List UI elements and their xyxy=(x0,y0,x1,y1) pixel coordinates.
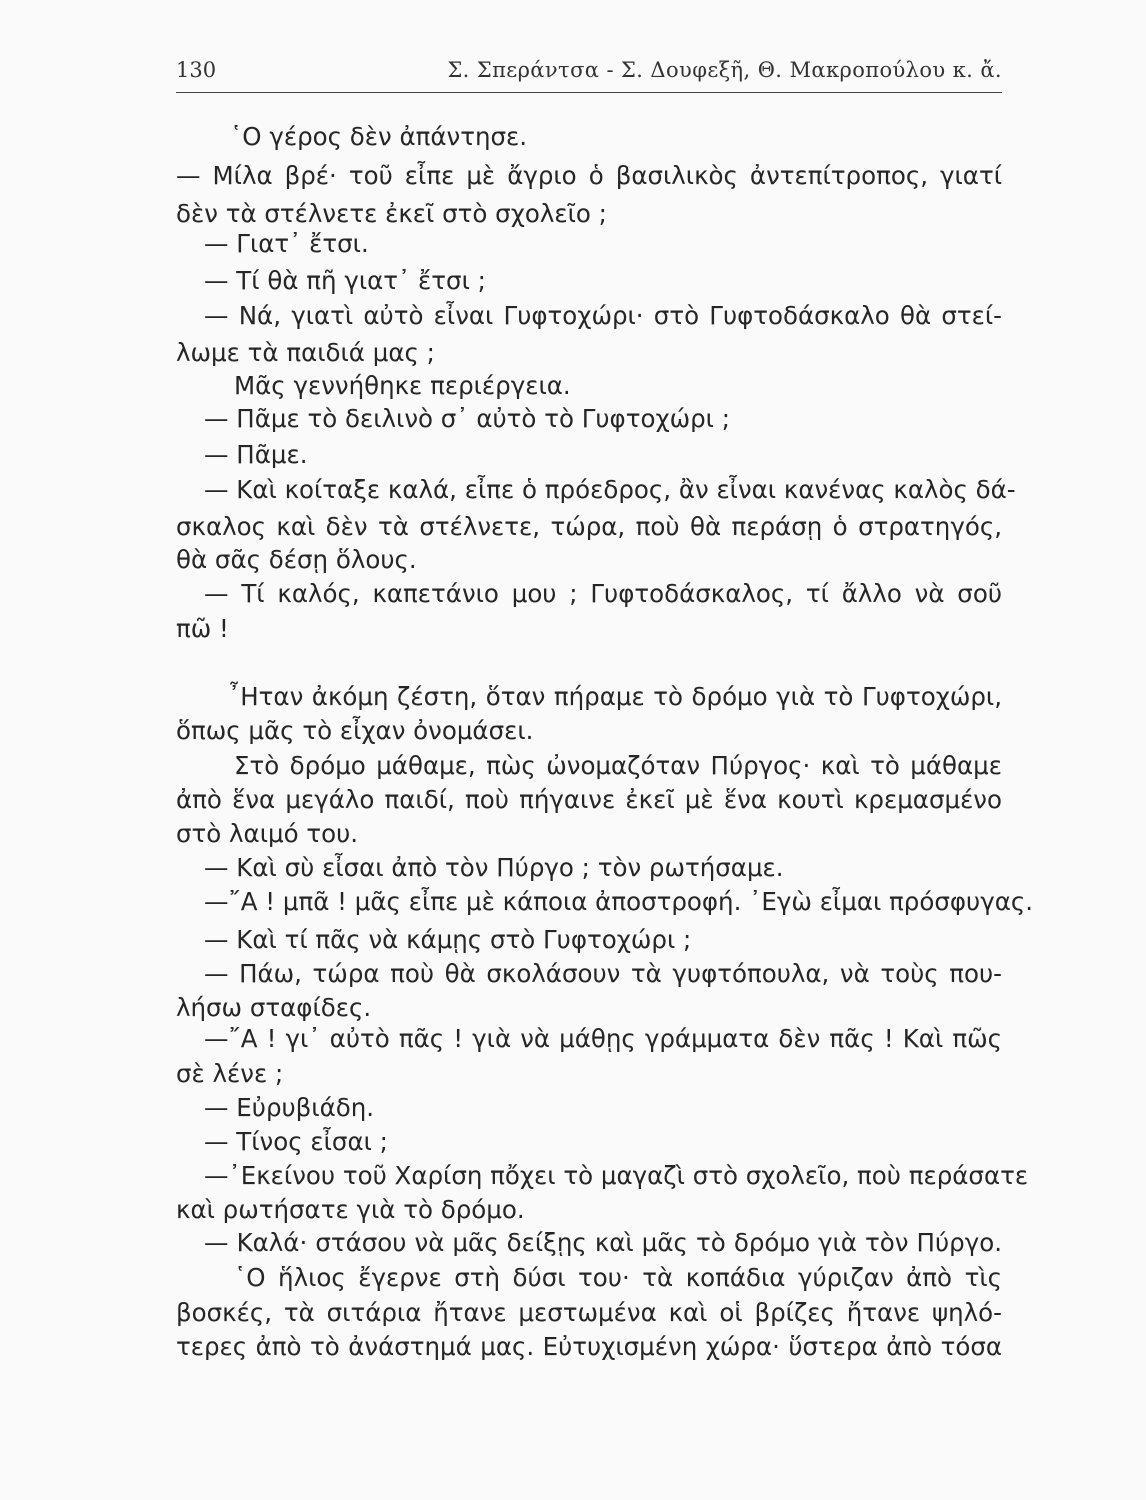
text-line: σκαλος καὶ δὲν τὰ στέλνετε, τώρα, ποὺ θὰ περάσῃ ὁ στρατηγός, xyxy=(176,512,1002,541)
text-line: καὶ ρωτήσατε γιὰ τὸ δρόμο. xyxy=(176,1195,525,1224)
text-line: — Καὶ κοίταξε καλά, εἶπε ὁ πρόεδρος, ἂν εἶναι κανένας καλὸς δά- xyxy=(204,475,1016,504)
text-line: — Καὶ σὺ εἶσαι ἀπὸ τὸν Πύργο ; τὸν ρωτήσαμε. xyxy=(204,853,784,882)
text-line: ῾Ο ἥλιος ἔγερνε στὴ δύσι του· τὰ κοπάδια γύριζαν ἀπὸ τὶς xyxy=(234,1263,1002,1292)
text-line: Στὸ δρόμο μάθαμε, πὼς ὠνομαζόταν Πύργος· καὶ τὸ μάθαμε xyxy=(234,751,1002,780)
text-line: βοσκές, τὰ σιτάρια ἤτανε μεστωμένα καὶ οἱ βρίζες ἤτανε ψηλό- xyxy=(176,1298,1002,1327)
text-line: ἀπὸ ἕνα μεγάλο παιδί, ποὺ πήγαινε ἐκεῖ μὲ ἕνα κουτὶ κρεμασμένο xyxy=(176,785,1002,814)
text-line: — Γιατ᾽ ἔτσι. xyxy=(204,229,369,258)
text-line: — Πάω, τώρα ποὺ θὰ σκολάσουν τὰ γυφτόπουλα, νὰ τοὺς που- xyxy=(204,959,1002,988)
text-line: — Τίνος εἶσαι ; xyxy=(204,1127,388,1156)
text-line: ῾Ο γέρος δὲν ἀπάντησε. xyxy=(230,122,528,151)
text-line: —῎Α ! μπᾶ ! μᾶς εἶπε μὲ κάποια ἀποστροφή. ᾿Εγὼ εἶμαι πρόσφυγας. xyxy=(204,887,1034,916)
text-line: δὲν τὰ στέλνετε ἐκεῖ στὸ σχολεῖο ; xyxy=(176,199,607,228)
text-line: — Πᾶμε. xyxy=(204,440,308,469)
running-header xyxy=(176,56,1002,90)
text-line: Μᾶς γεννήθηκε περιέργεια. xyxy=(234,371,571,400)
text-line: λωμε τὰ παιδιά μας ; xyxy=(176,338,435,367)
text-line: σὲ λένε ; xyxy=(176,1059,284,1088)
text-line: στὸ λαιμό του. xyxy=(176,819,359,848)
text-line: —᾿Εκείνου τοῦ Χαρίση πὄχει τὸ μαγαζὶ στὸ σχολεῖο, ποὺ περάσατε xyxy=(204,1161,1029,1190)
text-line: — Πᾶμε τὸ δειλινὸ σ᾽ αὐτὸ τὸ Γυφτοχώρι ; xyxy=(204,404,731,433)
text-line: —῎Α ! γι᾽ αὐτὸ πᾶς ! γιὰ νὰ μάθῃς γράμματα δὲν πᾶς ! Καὶ πῶς xyxy=(204,1024,1002,1053)
page-number: 130 xyxy=(176,58,217,82)
text-line: — Καλά· στάσου νὰ μᾶς δείξῃς καὶ μᾶς τὸ δρόμο γιὰ τὸν Πύργο. xyxy=(204,1228,1002,1257)
text-line: — Μίλα βρέ· τοῦ εἶπε μὲ ἄγριο ὁ βασιλικὸς ἀντεπίτροπος, γιατί xyxy=(176,161,1002,190)
text-line: — Νά, γιατὶ αὐτὸ εἶναι Γυφτοχώρι· στὸ Γυφτοδάσκαλο θὰ στεί- xyxy=(204,301,1002,330)
text-line: πῶ ! xyxy=(176,614,229,643)
text-line: — Τί καλός, καπετάνιο μου ; Γυφτοδάσκαλος, τί ἄλλο νὰ σοῦ xyxy=(204,579,1002,608)
text-line: — Τί θὰ πῆ γιατ᾽ ἔτσι ; xyxy=(204,266,486,295)
text-line: ὅπως μᾶς τὸ εἶχαν ὀνομάσει. xyxy=(176,716,534,745)
text-line: λήσω σταφίδες. xyxy=(176,993,372,1022)
text-line: — Εὐρυβιάδη. xyxy=(204,1093,375,1122)
text-line: τερες ἀπὸ τὸ ἀνάστημά μας. Εὐτυχισμένη χώρα· ὕστερα ἀπὸ τόσα xyxy=(176,1332,1002,1361)
text-line: — Καὶ τί πᾶς νὰ κάμῃς στὸ Γυφτοχώρι ; xyxy=(204,925,692,954)
text-line: ῏Ηταν ἀκόμη ζέστη, ὅταν πήραμε τὸ δρόμο γιὰ τὸ Γυφτοχώρι, xyxy=(228,682,1002,711)
running-head-authors: Σ. Σπεράντσα - Σ. Δουφεξῆ, Θ. Μακροπούλου κ. ἄ. xyxy=(447,58,1002,82)
text-line: θὰ σᾶς δέσῃ ὅλους. xyxy=(176,545,417,574)
header-rule xyxy=(176,92,1002,93)
